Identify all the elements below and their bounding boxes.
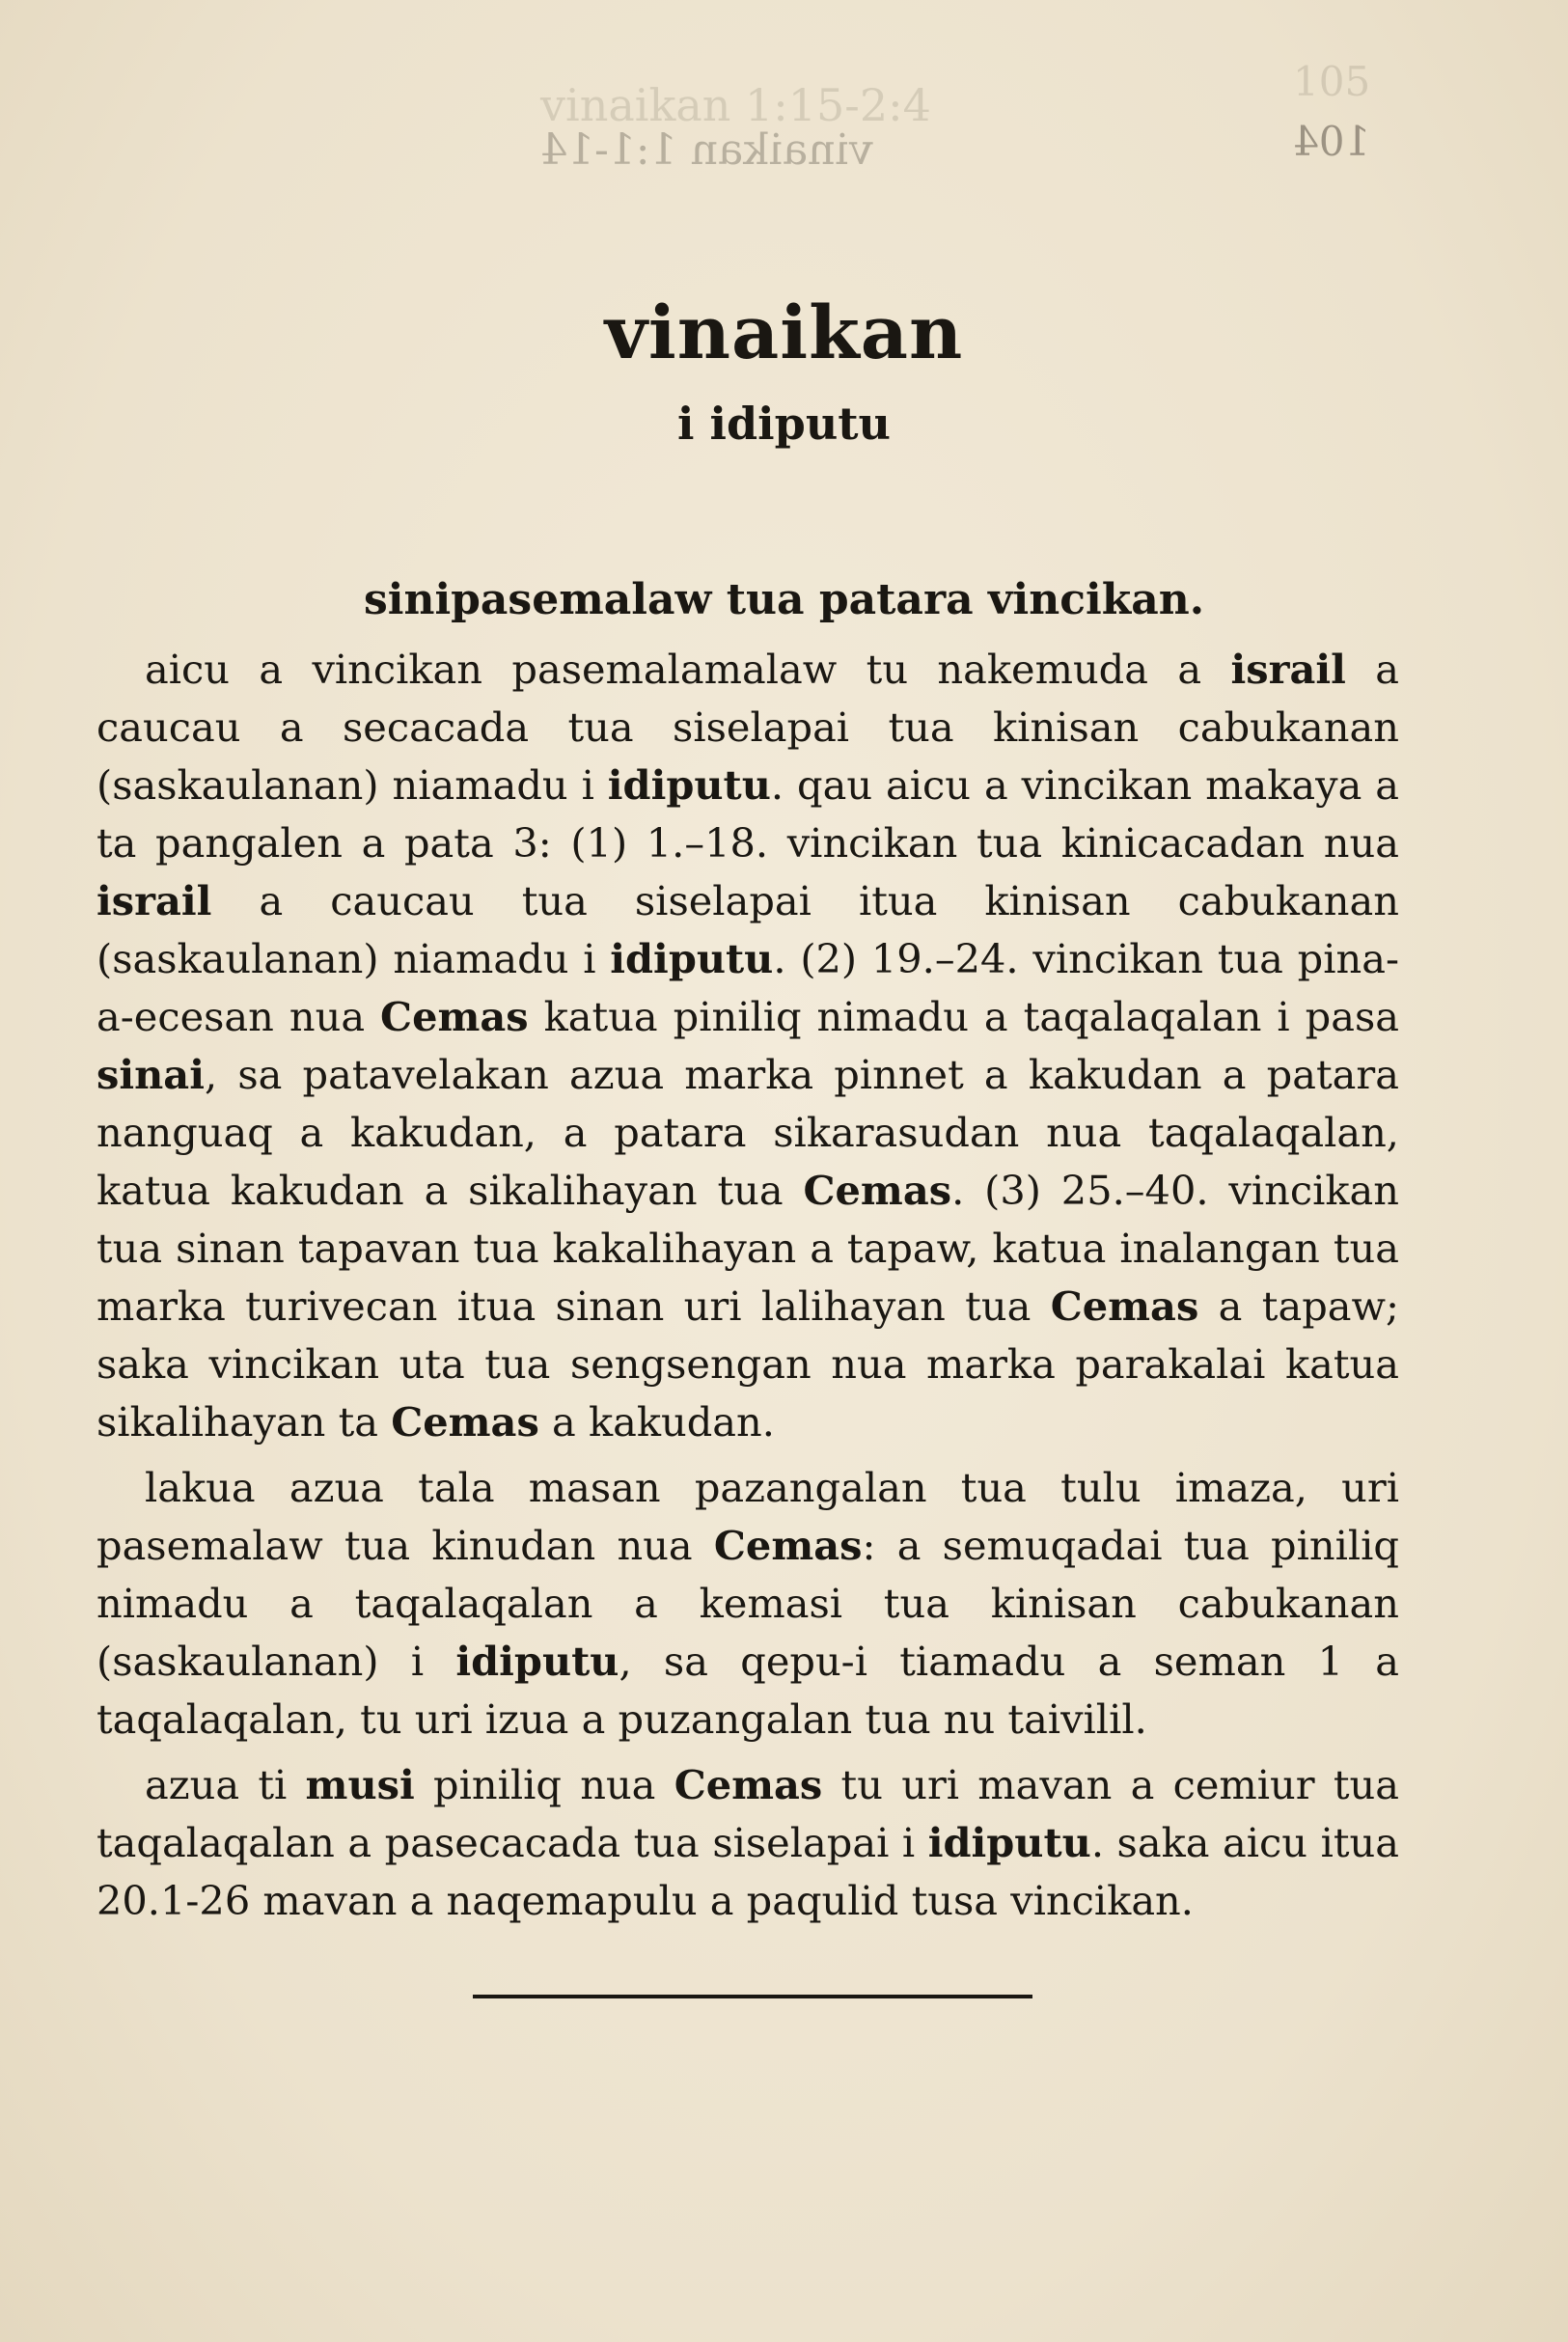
text-run: katua piniliq nimadu a taqalaqalan i pasa	[528, 993, 1399, 1040]
book-title: vinaikan	[604, 289, 964, 375]
text-run: , sa qepu-i tiamadu a seman 1 a taqalaqalan, tu uri izua a puzangalan tua nu taivilil.	[96, 1638, 1399, 1743]
body-text	[96, 641, 1399, 1930]
bold-term: idiputu	[607, 761, 771, 809]
paragraph-3	[96, 1756, 1399, 1930]
show-through-header-mirrored: vinaikan 1:1-14	[540, 125, 873, 175]
paragraph-1	[96, 641, 1399, 1451]
book-subtitle: i idiputu	[677, 398, 891, 450]
bold-term: Cemas	[1050, 1282, 1199, 1330]
text-run: . (3) 25.–40. vincikan tua sinan tapavan tua kakalihayan a tapaw, katua inalangan tua marka turivecan itua sinan uri lalihayan tua	[96, 1167, 1399, 1330]
bold-term: sinai	[96, 1051, 205, 1098]
text-run: , sa patavelakan azua marka pinnet a kakudan a patara nanguaq a kakudan, a patara sikarasudan nua taqalaqalan, katua kakudan a sikalihayan tua	[96, 1051, 1399, 1214]
text-run: . (2) 19.–24. vincikan tua pina-a-ecesan nua	[96, 935, 1399, 1040]
show-through-page-number-mirrored: 104	[1293, 118, 1371, 165]
text-run: a kakudan.	[538, 1398, 775, 1446]
bold-term: musi	[305, 1761, 415, 1808]
bold-term: Cemas	[803, 1167, 952, 1214]
text-run: a tapaw; saka vincikan uta tua sengsengan nua marka parakalai katua sikalihayan ta	[96, 1282, 1400, 1446]
show-through-header: vinaikan 1:15-2:4	[540, 79, 931, 131]
bold-term: idiputu	[455, 1638, 619, 1685]
text-run: lakua azua tala masan pazangalan tua tulu imaza, uri pasemalaw tua kinudan nua	[96, 1464, 1399, 1569]
text-run: a caucau a secacada tua siselapai tua kinisan cabukanan (saskaulanan) niamadu i	[96, 646, 1399, 809]
end-rule	[473, 1995, 1032, 1998]
bold-term: Cemas	[380, 993, 529, 1040]
bold-term: idiputu	[610, 935, 774, 982]
text-run: aicu a vincikan pasemalamalaw tu nakemuda a	[145, 646, 1231, 693]
show-through-page-number: 105	[1293, 58, 1371, 105]
text-run: piniliq nua	[414, 1761, 674, 1808]
text-run: : a semuqadai tua piniliq nimadu a taqalaqalan a kemasi tua kinisan cabukanan (saskaulanan) i	[96, 1522, 1399, 1685]
section-heading: sinipasemalaw tua patara vincikan.	[363, 575, 1205, 624]
text-run: azua ti	[145, 1761, 306, 1808]
bold-term: idiputu	[927, 1819, 1091, 1866]
bold-term: Cemas	[674, 1761, 823, 1808]
text-run: tu uri mavan a cemiur tua taqalaqalan a pasecacada tua siselapai i	[96, 1761, 1399, 1866]
text-run: a caucau tua siselapai itua kinisan cabukanan (saskaulanan) niamadu i	[96, 877, 1399, 982]
bold-term: israil	[96, 877, 212, 924]
bold-term: israil	[1230, 646, 1346, 693]
bold-term: Cemas	[713, 1522, 863, 1569]
text-run: . qau aicu a vincikan makaya a ta pangalen a pata 3: (1) 1.–18. vincikan tua kinicacadan nua	[96, 761, 1400, 867]
bold-term: Cemas	[391, 1398, 539, 1446]
paragraph-2	[96, 1459, 1399, 1749]
text-run: . saka aicu itua 20.1-26 mavan a naqemapulu a paqulid tusa vincikan.	[96, 1819, 1399, 1924]
